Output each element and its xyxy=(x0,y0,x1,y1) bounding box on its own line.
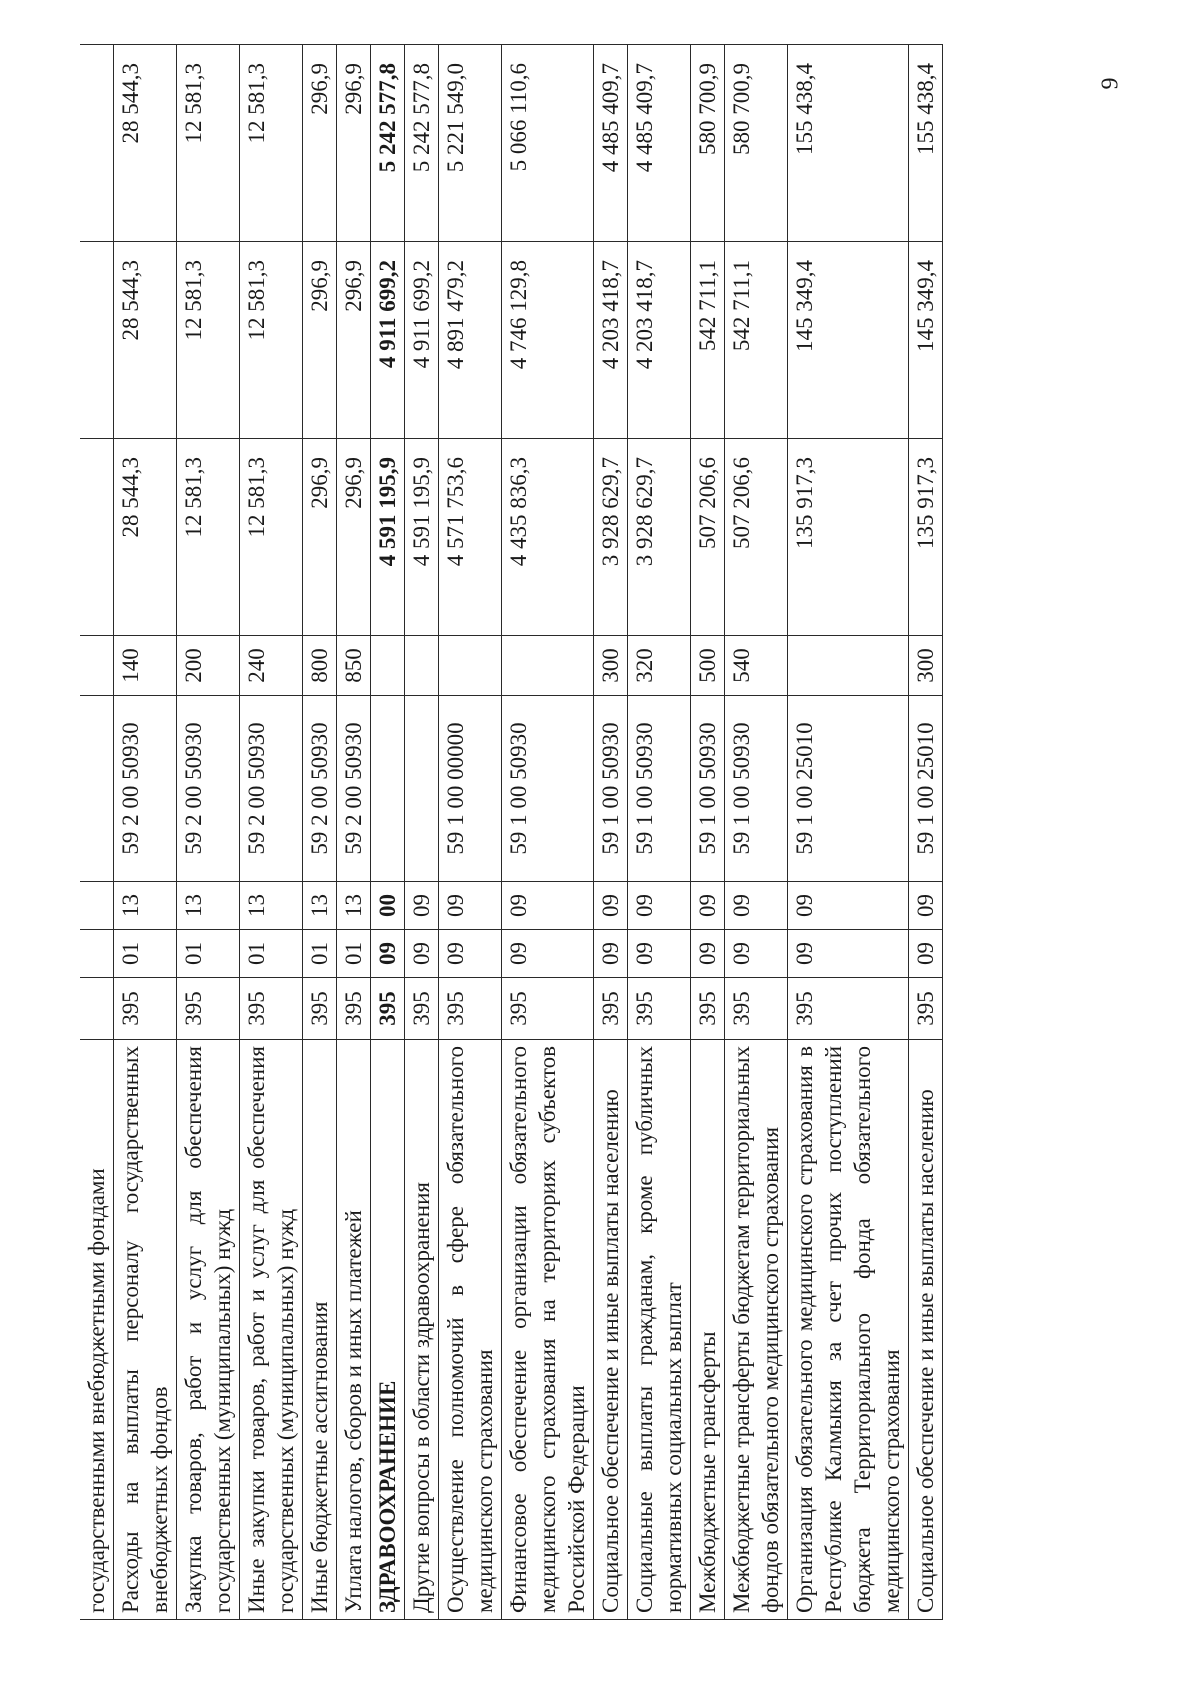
section-code: 09 xyxy=(405,930,439,978)
section-code: 09 xyxy=(439,930,502,978)
subsection-code: 09 xyxy=(725,882,788,930)
page-number: 9 xyxy=(1097,77,1124,90)
amount-year-3: 5 242 577,8 xyxy=(405,45,439,242)
amount-year-2: 542 711,1 xyxy=(725,242,788,439)
expense-kind: 800 xyxy=(303,636,337,696)
target-article: 59 1 00 00000 xyxy=(439,696,502,882)
subsection-code: 00 xyxy=(371,882,405,930)
target-article: 59 1 00 25010 xyxy=(788,696,909,882)
target-article xyxy=(405,696,439,882)
target-article: 59 1 00 50930 xyxy=(725,696,788,882)
amount-year-1: 4 571 753,6 xyxy=(439,439,502,636)
amount-year-3: 4 485 409,7 xyxy=(594,45,628,242)
expense-kind: 140 xyxy=(114,636,177,696)
subsection-code: 09 xyxy=(594,882,628,930)
amount-year-3: 12 581,3 xyxy=(177,45,240,242)
section-code: 09 xyxy=(371,930,405,978)
amount-year-3: 5 221 549,0 xyxy=(439,45,502,242)
table-row xyxy=(240,45,303,1620)
table-row xyxy=(405,45,439,1620)
amount-year-3: 5 242 577,8 xyxy=(371,45,405,242)
table-row xyxy=(177,45,240,1620)
section-code: 01 xyxy=(114,930,177,978)
amount-year-1: 4 435 836,3 xyxy=(502,439,594,636)
table-row xyxy=(114,45,177,1620)
table-row xyxy=(788,45,909,1620)
section-code: 01 xyxy=(303,930,337,978)
amount-year-2: 4 911 699,2 xyxy=(405,242,439,439)
expense-kind: 300 xyxy=(909,636,943,696)
target-article: 59 2 00 50930 xyxy=(177,696,240,882)
section-code: 09 xyxy=(909,930,943,978)
admin-code: 395 xyxy=(303,978,337,1040)
admin-code: 395 xyxy=(628,978,691,1040)
amount-year-2: 542 711,1 xyxy=(691,242,725,439)
amount-year-1: 507 206,6 xyxy=(691,439,725,636)
table-row xyxy=(80,45,114,1620)
expense-kind: 300 xyxy=(594,636,628,696)
amount-year-1: 28 544,3 xyxy=(114,439,177,636)
table-row xyxy=(594,45,628,1620)
amount-year-1: 507 206,6 xyxy=(725,439,788,636)
admin-code: 395 xyxy=(502,978,594,1040)
subsection-code: 09 xyxy=(628,882,691,930)
amount-year-2: 4 891 479,2 xyxy=(439,242,502,439)
admin-code: 395 xyxy=(788,978,909,1040)
table-row xyxy=(691,45,725,1620)
subsection-code: 09 xyxy=(439,882,502,930)
table-row xyxy=(502,45,594,1620)
amount-year-1: 296,9 xyxy=(303,439,337,636)
target-article: 59 2 00 50930 xyxy=(240,696,303,882)
target-article xyxy=(80,696,114,882)
amount-year-3: 155 438,4 xyxy=(788,45,909,242)
amount-year-3: 155 438,4 xyxy=(909,45,943,242)
section-code: 09 xyxy=(628,930,691,978)
amount-year-2: 4 746 129,8 xyxy=(502,242,594,439)
expense-kind xyxy=(371,636,405,696)
row-name: Иные закупки товаров, работ и услуг для обеспечения государственных (муниципальных) нужд xyxy=(240,1040,303,1620)
amount-year-2: 28 544,3 xyxy=(114,242,177,439)
expense-kind: 320 xyxy=(628,636,691,696)
target-article: 59 1 00 25010 xyxy=(909,696,943,882)
table-row xyxy=(628,45,691,1620)
section-code: 01 xyxy=(240,930,303,978)
amount-year-3: 580 700,9 xyxy=(725,45,788,242)
amount-year-2: 296,9 xyxy=(303,242,337,439)
subsection-code: 09 xyxy=(502,882,594,930)
admin-code xyxy=(80,978,114,1040)
amount-year-3: 296,9 xyxy=(303,45,337,242)
admin-code: 395 xyxy=(691,978,725,1040)
amount-year-2: 4 911 699,2 xyxy=(371,242,405,439)
expense-kind xyxy=(80,636,114,696)
row-name: Осуществление полномочий в сфере обязательного медицинского страхования xyxy=(439,1040,502,1620)
amount-year-2: 12 581,3 xyxy=(240,242,303,439)
table-row xyxy=(337,45,371,1620)
admin-code: 395 xyxy=(405,978,439,1040)
amount-year-1: 296,9 xyxy=(337,439,371,636)
subsection-code: 09 xyxy=(909,882,943,930)
amount-year-1 xyxy=(80,439,114,636)
amount-year-1: 3 928 629,7 xyxy=(594,439,628,636)
row-name: Финансовое обеспечение организации обязательного медицинского страхования на территориях субъектов Российской Федерации xyxy=(502,1040,594,1620)
table-row xyxy=(439,45,502,1620)
section-code: 09 xyxy=(691,930,725,978)
subsection-code: 13 xyxy=(337,882,371,930)
target-article: 59 1 00 50930 xyxy=(594,696,628,882)
admin-code: 395 xyxy=(337,978,371,1040)
row-name: государственными внебюджетными фондами xyxy=(80,1040,114,1620)
amount-year-1: 4 591 195,9 xyxy=(405,439,439,636)
amount-year-1: 12 581,3 xyxy=(240,439,303,636)
row-name: Иные бюджетные ассигнования xyxy=(303,1040,337,1620)
amount-year-3 xyxy=(80,45,114,242)
section-code: 09 xyxy=(788,930,909,978)
expense-kind xyxy=(502,636,594,696)
budget-table xyxy=(80,44,943,1620)
subsection-code xyxy=(80,882,114,930)
row-name: Межбюджетные трансферты бюджетам территориальных фондов обязательного медицинского страхования xyxy=(725,1040,788,1620)
section-code: 09 xyxy=(594,930,628,978)
row-name: Социальные выплаты гражданам, кроме публичных нормативных социальных выплат xyxy=(628,1040,691,1620)
target-article: 59 2 00 50930 xyxy=(303,696,337,882)
expense-kind: 500 xyxy=(691,636,725,696)
amount-year-2 xyxy=(80,242,114,439)
amount-year-3: 28 544,3 xyxy=(114,45,177,242)
table-row xyxy=(909,45,943,1620)
row-name: Межбюджетные трансферты xyxy=(691,1040,725,1620)
target-article xyxy=(371,696,405,882)
amount-year-1: 135 917,3 xyxy=(909,439,943,636)
amount-year-3: 4 485 409,7 xyxy=(628,45,691,242)
expense-kind xyxy=(439,636,502,696)
subsection-code: 13 xyxy=(114,882,177,930)
admin-code: 395 xyxy=(177,978,240,1040)
admin-code: 395 xyxy=(114,978,177,1040)
section-code xyxy=(80,930,114,978)
table-row xyxy=(371,45,405,1620)
admin-code: 395 xyxy=(909,978,943,1040)
amount-year-1: 12 581,3 xyxy=(177,439,240,636)
subsection-code: 09 xyxy=(405,882,439,930)
table-row xyxy=(725,45,788,1620)
amount-year-1: 3 928 629,7 xyxy=(628,439,691,636)
amount-year-2: 4 203 418,7 xyxy=(628,242,691,439)
subsection-code: 13 xyxy=(303,882,337,930)
target-article: 59 1 00 50930 xyxy=(628,696,691,882)
expense-kind xyxy=(788,636,909,696)
admin-code: 395 xyxy=(439,978,502,1040)
row-name: Социальное обеспечение и иные выплаты населению xyxy=(909,1040,943,1620)
admin-code: 395 xyxy=(725,978,788,1040)
amount-year-3: 296,9 xyxy=(337,45,371,242)
target-article: 59 1 00 50930 xyxy=(502,696,594,882)
amount-year-2: 4 203 418,7 xyxy=(594,242,628,439)
amount-year-2: 145 349,4 xyxy=(909,242,943,439)
row-name: Уплата налогов, сборов и иных платежей xyxy=(337,1040,371,1620)
amount-year-1: 135 917,3 xyxy=(788,439,909,636)
subsection-code: 09 xyxy=(788,882,909,930)
rotated-budget-table-page xyxy=(80,45,1130,1620)
table-body xyxy=(80,45,943,1620)
row-name: Социальное обеспечение и иные выплаты населению xyxy=(594,1040,628,1620)
row-name: Организация обязательного медицинского страхования в Республике Калмыкия за счет прочих поступлений бюджета Территориального фонда обязательного медицинского страхования xyxy=(788,1040,909,1620)
subsection-code: 13 xyxy=(177,882,240,930)
expense-kind xyxy=(405,636,439,696)
admin-code: 395 xyxy=(240,978,303,1040)
row-name: Закупка товаров, работ и услуг для обеспечения государственных (муниципальных) нужд xyxy=(177,1040,240,1620)
target-article: 59 1 00 50930 xyxy=(691,696,725,882)
section-code: 09 xyxy=(725,930,788,978)
admin-code: 395 xyxy=(594,978,628,1040)
amount-year-3: 5 066 110,6 xyxy=(502,45,594,242)
subsection-code: 13 xyxy=(240,882,303,930)
expense-kind: 850 xyxy=(337,636,371,696)
amount-year-2: 296,9 xyxy=(337,242,371,439)
subsection-code: 09 xyxy=(691,882,725,930)
expense-kind: 200 xyxy=(177,636,240,696)
expense-kind: 540 xyxy=(725,636,788,696)
row-name: Расходы на выплаты персоналу государственных внебюджетных фондов xyxy=(114,1040,177,1620)
target-article: 59 2 00 50930 xyxy=(114,696,177,882)
section-code: 09 xyxy=(502,930,594,978)
amount-year-3: 580 700,9 xyxy=(691,45,725,242)
amount-year-3: 12 581,3 xyxy=(240,45,303,242)
target-article: 59 2 00 50930 xyxy=(337,696,371,882)
section-code: 01 xyxy=(177,930,240,978)
section-code: 01 xyxy=(337,930,371,978)
table-row xyxy=(303,45,337,1620)
amount-year-2: 12 581,3 xyxy=(177,242,240,439)
amount-year-2: 145 349,4 xyxy=(788,242,909,439)
row-name: Другие вопросы в области здравоохранения xyxy=(405,1040,439,1620)
amount-year-1: 4 591 195,9 xyxy=(371,439,405,636)
expense-kind: 240 xyxy=(240,636,303,696)
row-name: ЗДРАВООХРАНЕНИЕ xyxy=(371,1040,405,1620)
admin-code: 395 xyxy=(371,978,405,1040)
